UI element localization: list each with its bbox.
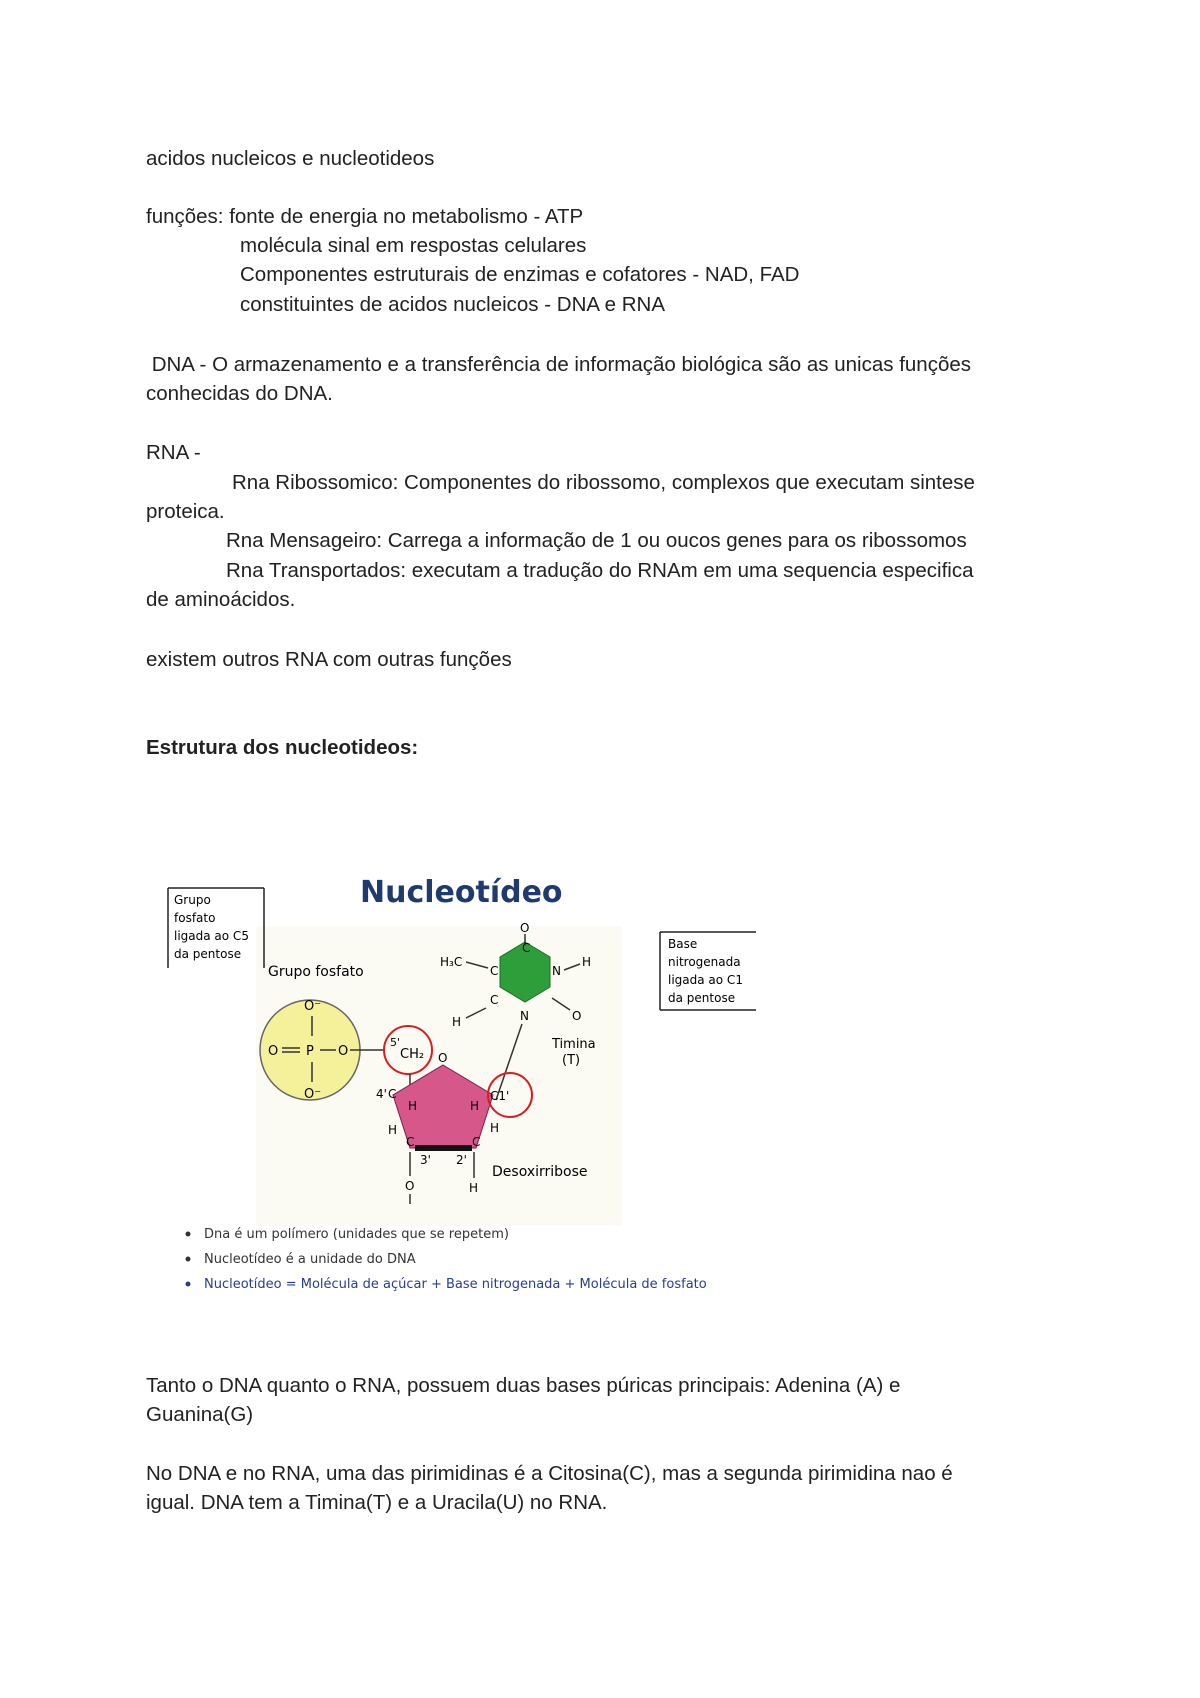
rna-ribossomico-cont: proteica. (146, 500, 225, 523)
box-right-text: da pentose (668, 991, 736, 1005)
base-o-top: O (520, 921, 530, 935)
c1-h-out: H (490, 1121, 500, 1135)
box-right-text: ligada ao C1 (668, 973, 743, 987)
phosphate-o-left: O (268, 1044, 279, 1059)
c2-carbon: C (472, 1135, 481, 1149)
nucleotide-diagram (160, 860, 760, 1330)
purinas-paragraph-line: Guanina(G) (146, 1403, 254, 1426)
pirimidinas-paragraph-line: igual. DNA tem a Timina(T) e a Uracila(U) no RNA. (146, 1491, 608, 1514)
rna-label: RNA - (146, 441, 201, 464)
outros-rna: existem outros RNA com outras funções (146, 648, 512, 671)
dna-paragraph-line: DNA - O armazenamento e a transferência de informação biológica são as unicas funções (146, 353, 971, 376)
timina-label: Timina (552, 1037, 596, 1052)
box-left-text: Grupo (174, 893, 211, 907)
base-c-lower: C (490, 993, 499, 1007)
nucleotide-figure (160, 860, 760, 1330)
doc-title: acidos nucleicos e nucleotideos (146, 147, 435, 170)
base-h-right: H (582, 955, 592, 969)
timina-abbr-label: (T) (562, 1053, 581, 1068)
rna-transportador: Rna Transportados: executam a tradução do RNAm em uma sequencia especifica (226, 559, 974, 582)
c2-h: H (469, 1181, 479, 1195)
rna-ribossomico: Rna Ribossomico: Componentes do ribossomo, complexos que executam sintese (232, 471, 975, 494)
c3-o: O (405, 1179, 415, 1193)
phosphorus-atom: P (306, 1044, 314, 1059)
c3-label: 3' (420, 1153, 431, 1167)
c2-label: 2' (456, 1153, 467, 1167)
figure-bullet-text: Dna é um polímero (unidades que se repetem) (204, 1227, 509, 1242)
funcoes-item: Componentes estruturais de enzimas e cofatores - NAD, FAD (240, 263, 800, 286)
sugar-o: O (438, 1051, 448, 1065)
box-right-text: Base (668, 937, 698, 951)
figure-bullet-text: Nucleotídeo é a unidade do DNA (204, 1252, 416, 1267)
figure-bullet-text: Nucleotídeo = Molécula de açúcar + Base nitrogenada + Molécula de fosfato (204, 1277, 707, 1292)
purinas-paragraph-line: Tanto o DNA quanto o RNA, possuem duas bases púricas principais: Adenina (A) e (146, 1374, 901, 1397)
c3-carbon: C (406, 1135, 415, 1149)
box-left-text: da pentose (174, 947, 242, 961)
base-n-bottom: N (520, 1009, 529, 1023)
base-n-right: N (552, 964, 561, 978)
c5-label: 5' (390, 1036, 401, 1049)
base-c-top: C (522, 941, 531, 955)
c4-label: 4' (376, 1087, 387, 1101)
box-left-text: ligada ao C5 (174, 929, 249, 943)
c4-h: H (408, 1099, 418, 1113)
grupo-fosfato-label: Grupo fosfato (268, 964, 364, 980)
desoxirribose-label: Desoxirribose (492, 1164, 588, 1180)
phosphate-o-bottom: O⁻ (304, 1087, 322, 1102)
c1-h: H (470, 1099, 480, 1113)
figure-bullets (186, 1227, 707, 1292)
box-left-text: fosfato (174, 911, 216, 925)
c1-label: C1' (490, 1089, 510, 1103)
c4-carbon: C (388, 1087, 397, 1101)
dna-paragraph-line: conhecidas do DNA. (146, 382, 333, 405)
base-c-left: C (490, 964, 499, 978)
base-o-right: O (572, 1009, 582, 1023)
rna-transportador-cont: de aminoácidos. (146, 588, 296, 611)
base-methyl: H₃C (440, 955, 463, 969)
base-h-left: H (452, 1015, 462, 1029)
rna-mensageiro: Rna Mensageiro: Carrega a informação de 1 ou oucos genes para os ribossomos (226, 529, 967, 552)
pirimidinas-paragraph-line: No DNA e no RNA, uma das pirimidinas é a Citosina(C), mas a segunda pirimidina nao é (146, 1462, 953, 1485)
phosphate-o-right: O (338, 1044, 349, 1059)
ch2-label: CH₂ (400, 1047, 425, 1062)
box-phosphate-annotation (168, 888, 264, 968)
figure-title: Nucleotídeo (360, 875, 563, 910)
funcoes-item: molécula sinal em respostas celulares (240, 234, 587, 257)
box-right-text: nitrogenada (668, 955, 741, 969)
box-base-annotation (660, 932, 756, 1010)
funcoes-line: funções: fonte de energia no metabolismo - ATP (146, 205, 584, 228)
phosphate-o-top: O⁻ (304, 999, 322, 1014)
c4-h-out: H (388, 1123, 398, 1137)
funcoes-item: constituintes de acidos nucleicos - DNA e RNA (240, 293, 666, 316)
estrutura-heading: Estrutura dos nucleotideos: (146, 736, 419, 759)
